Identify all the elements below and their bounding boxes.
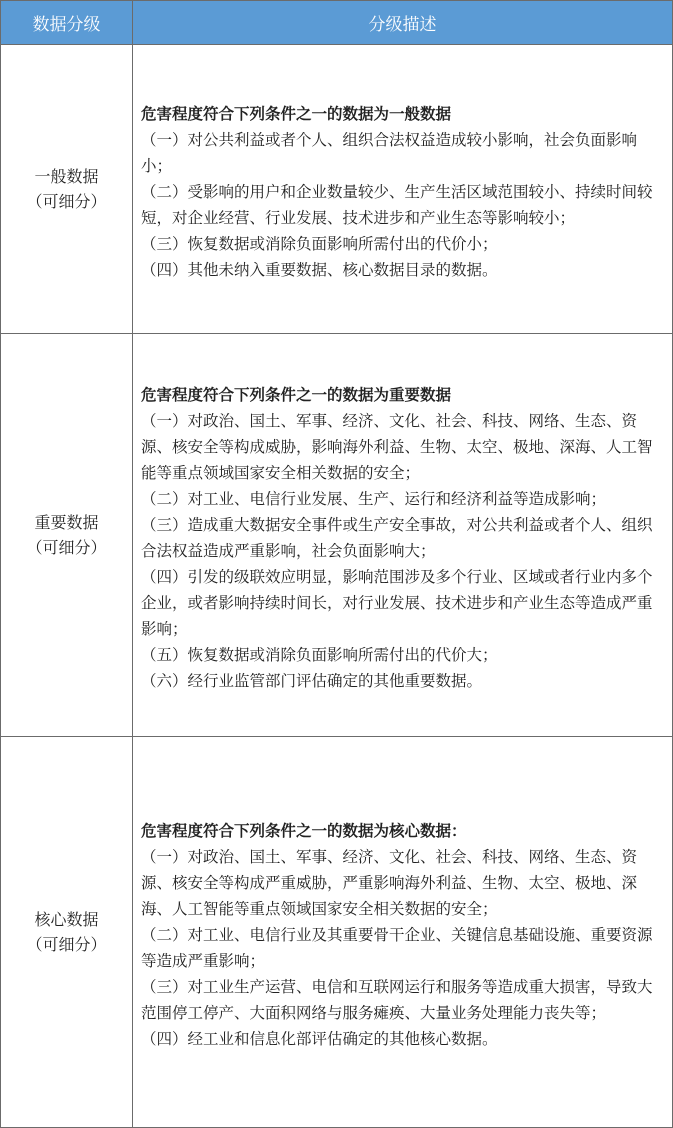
- level-note: （可细分）: [26, 192, 107, 211]
- table-row: [1, 334, 673, 737]
- level-name: 重要数据: [34, 513, 99, 532]
- level-note: （可细分）: [26, 935, 107, 954]
- level-name: 一般数据: [34, 167, 99, 186]
- header-level: 数据分级: [1, 1, 133, 45]
- description-heading: 危害程度符合下列条件之一的数据为重要数据: [141, 386, 452, 404]
- description-item: （四）其他未纳入重要数据、核心数据目录的数据。: [141, 261, 498, 279]
- description-item: （一）对政治、国土、军事、经济、文化、社会、科技、网络、生态、资源、核安全等构成威胁，影响海外利益、生物、太空、极地、深海、人工智能等重点领域国家安全相关数据的安全；: [141, 412, 653, 482]
- description-item: （四）经工业和信息化部评估确定的其他核心数据。: [141, 1030, 498, 1048]
- level-name: 核心数据: [34, 910, 99, 929]
- description-item: （二）对工业、电信行业及其重要骨干企业、关键信息基础设施、重要资源等造成严重影响；: [141, 926, 653, 970]
- table-row: [1, 737, 673, 1128]
- description-item: （六）经行业监管部门评估确定的其他重要数据。: [141, 672, 483, 690]
- table-header-row: [1, 1, 673, 45]
- description-item: （三）恢复数据或消除负面影响所需付出的代价小；: [141, 235, 498, 253]
- header-description: 分级描述: [133, 1, 673, 45]
- description-item: （四）引发的级联效应明显，影响范围涉及多个行业、区域或者行业内多个企业，或者影响持续时间长，对行业发展、技术进步和产业生态等造成严重影响；: [141, 568, 653, 638]
- level-cell: [1, 334, 133, 737]
- description-item: （一）对政治、国土、军事、经济、文化、社会、科技、网络、生态、资源、核安全等构成严重威胁，严重影响海外利益、生物、太空、极地、深海、人工智能等重点领域国家安全相关数据的安全；: [141, 848, 638, 918]
- description-item: （三）造成重大数据安全事件或生产安全事故，对公共利益或者个人、组织合法权益造成严重影响，社会负面影响大；: [141, 516, 653, 560]
- description-cell: [133, 45, 673, 334]
- level-cell: [1, 45, 133, 334]
- description-item: （一）对公共利益或者个人、组织合法权益造成较小影响，社会负面影响小；: [141, 131, 638, 175]
- description-item: （二）对工业、电信行业发展、生产、运行和经济利益等造成影响；: [141, 490, 607, 508]
- level-cell: [1, 737, 133, 1128]
- table-row: [1, 45, 673, 334]
- description-cell: [133, 737, 673, 1128]
- description-item: （五）恢复数据或消除负面影响所需付出的代价大；: [141, 646, 498, 664]
- description-cell: [133, 334, 673, 737]
- level-note: （可细分）: [26, 538, 107, 557]
- description-item: （二）受影响的用户和企业数量较少、生产生活区域范围较小、持续时间较短，对企业经营、行业发展、技术进步和产业生态等影响较小；: [141, 183, 653, 227]
- description-item: （三）对工业生产运营、电信和互联网运行和服务等造成重大损害，导致大范围停工停产、大面积网络与服务瘫痪、大量业务处理能力丧失等；: [141, 978, 653, 1022]
- description-heading: 危害程度符合下列条件之一的数据为一般数据: [141, 105, 452, 123]
- description-heading: 危害程度符合下列条件之一的数据为核心数据：: [141, 822, 467, 840]
